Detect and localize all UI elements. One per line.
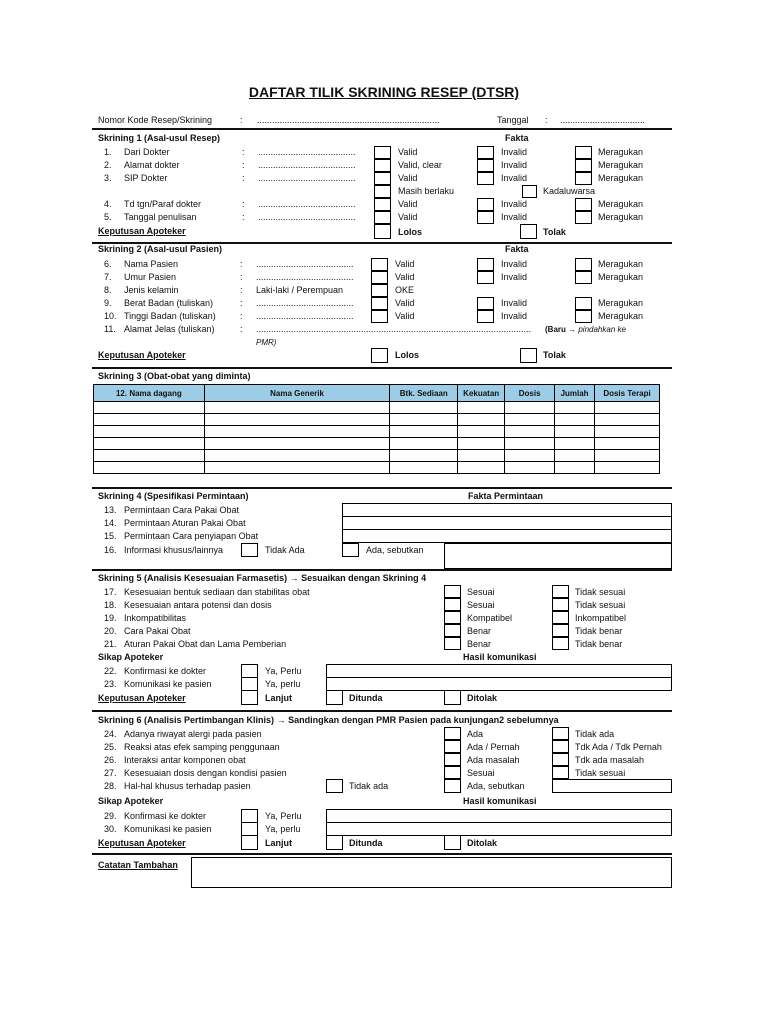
- row-label: Aturan Pakai Obat dan Lama Pemberian: [124, 639, 287, 649]
- opt-ada-sebutkan: Ada, sebutkan: [467, 781, 525, 791]
- checkbox-ada[interactable]: [342, 543, 359, 557]
- checkbox-lolos[interactable]: [374, 224, 391, 239]
- row-num: 17.: [104, 587, 117, 597]
- opt-ada-sebutkan: Ada, sebutkan: [366, 545, 424, 555]
- s6-heading: [98, 715, 559, 726]
- tanggal-label: Tanggal: [497, 115, 529, 125]
- checkbox-tidak-ada[interactable]: [326, 779, 343, 793]
- row-field[interactable]: .......................................: [256, 298, 354, 308]
- opt1: Benar: [467, 639, 492, 649]
- opt-meragukan: Meragukan: [598, 272, 644, 282]
- checkbox-opt1[interactable]: [444, 740, 461, 753]
- checkbox-opt1[interactable]: [444, 766, 461, 779]
- row-field[interactable]: .......................................: [256, 311, 354, 321]
- row-field[interactable]: .......................................: [258, 147, 356, 157]
- row-num: 6.: [104, 259, 112, 269]
- row-label: Berat Badan (tuliskan): [124, 298, 214, 308]
- opt2: Tdk ada masalah: [575, 755, 645, 765]
- row-num: 28.: [104, 781, 117, 791]
- opt-meragukan: Meragukan: [598, 311, 644, 321]
- row-label: SIP Dokter: [124, 173, 168, 183]
- s6-heading-tail: Sandingkan dengan PMR Pasien pada kunjungan2 sebelumnya: [288, 715, 559, 725]
- s4-heading: Skrining 4 (Spesifikasi Permintaan): [98, 491, 249, 501]
- divider: [92, 710, 672, 712]
- checkbox-invalid[interactable]: [477, 211, 494, 224]
- opt-kadaluwarsa: Kadaluwarsa: [543, 186, 596, 196]
- s5-heading: [98, 573, 426, 584]
- s6-keputusan: Keputusan Apoteker: [98, 838, 186, 848]
- s6-sikap: Sikap Apoteker: [98, 796, 164, 806]
- row-num: 14.: [104, 518, 117, 528]
- checkbox-ditunda[interactable]: [326, 835, 343, 850]
- opt-meragukan: Meragukan: [598, 298, 644, 308]
- row-label: Cara Pakai Obat: [124, 626, 191, 636]
- row-label: Informasi khusus/lainnya: [124, 545, 224, 555]
- row-label: Komunikasi ke pasien: [124, 679, 212, 689]
- opt2: Tidak benar: [575, 626, 623, 636]
- checkbox-meragukan[interactable]: [575, 172, 592, 185]
- fakta-field-13[interactable]: [342, 503, 672, 517]
- checkbox-valid[interactable]: [374, 211, 391, 224]
- checkbox-opt1[interactable]: [444, 611, 461, 624]
- row-field[interactable]: .......................................: [256, 259, 354, 269]
- opt1: Sesuai: [467, 768, 495, 778]
- row-num: 18.: [104, 600, 117, 610]
- checkbox-tolak[interactable]: [520, 224, 537, 239]
- opt1: Sesuai: [467, 587, 495, 597]
- row-label: Kesesuaian antara potensi dan dosis: [124, 600, 272, 610]
- opt2: Inkompatibel: [575, 613, 627, 623]
- opt-tidak-ada: Tidak ada: [349, 781, 389, 791]
- row-num: 19.: [104, 613, 117, 623]
- opt-meragukan: Meragukan: [598, 160, 644, 170]
- opt2: Tidak benar: [575, 639, 623, 649]
- row-label: Alamat Jelas (tuliskan): [124, 324, 215, 334]
- checkbox-opt1[interactable]: [444, 637, 461, 650]
- divider: [92, 487, 672, 489]
- checkbox-tidak-ada[interactable]: [241, 543, 258, 557]
- checkbox-opt2[interactable]: [552, 585, 569, 598]
- checkbox-opt1[interactable]: [444, 598, 461, 611]
- table-row[interactable]: [94, 414, 660, 426]
- hasil-field-23[interactable]: [326, 677, 672, 691]
- checkbox-ya-perlu[interactable]: [241, 809, 258, 823]
- col-jumlah: Jumlah: [555, 385, 595, 402]
- s6-hasil: Hasil komunikasi: [463, 796, 537, 806]
- opt-ya-perlu: Ya, perlu: [265, 824, 301, 834]
- row-label: Konfirmasi ke dokter: [124, 811, 207, 821]
- s1-fakta: Fakta: [505, 133, 529, 143]
- row-label: Reaksi atas efek samping penggunaan: [124, 742, 280, 752]
- table-header: [94, 385, 660, 402]
- opt-meragukan: Meragukan: [598, 212, 644, 222]
- row-label: Interaksi antar komponen obat: [124, 755, 246, 765]
- row-label: Permintaan Aturan Pakai Obat: [124, 518, 246, 528]
- checkbox-opt2[interactable]: [552, 766, 569, 779]
- checkbox-valid[interactable]: [374, 172, 391, 185]
- s5-keputusan: Keputusan Apoteker: [98, 693, 186, 703]
- checkbox-valid[interactable]: [371, 258, 388, 271]
- row-num: 16.: [104, 545, 117, 555]
- row-num: 4.: [104, 199, 112, 209]
- checkbox-opt2[interactable]: [552, 753, 569, 766]
- row-num: 2.: [104, 160, 112, 170]
- fakta-field-15[interactable]: [342, 529, 672, 543]
- nomor-label: Nomor Kode Resep/Skrining: [98, 115, 213, 125]
- checkbox-valid[interactable]: [374, 146, 391, 159]
- checkbox-invalid[interactable]: [477, 146, 494, 159]
- opt-ya-perlu: Ya, Perlu: [265, 666, 302, 676]
- checkbox-invalid[interactable]: [477, 258, 494, 271]
- row-label: Kesesuaian dosis dengan kondisi pasien: [124, 768, 287, 778]
- row-label: Kesesuaian bentuk sediaan dan stabilitas obat: [124, 587, 310, 597]
- checkbox-meragukan[interactable]: [575, 297, 592, 310]
- opt-ditunda: Ditunda: [349, 838, 383, 848]
- row-num: 13.: [104, 505, 117, 515]
- hasil-field-22[interactable]: [326, 664, 672, 678]
- baru-text: (Baru: [545, 325, 566, 334]
- opt-valid: Valid: [395, 259, 415, 269]
- divider: [92, 128, 672, 130]
- row-num: 15.: [104, 531, 117, 541]
- col-nama-dagang: 12. Nama dagang: [94, 385, 205, 402]
- checkbox-ada[interactable]: [444, 779, 461, 793]
- row-num: 11.: [104, 324, 116, 334]
- opt-invalid: Invalid: [501, 311, 528, 321]
- nomor-field[interactable]: .........................................................................: [257, 115, 440, 125]
- col-dosis: Dosis: [505, 385, 555, 402]
- opt-invalid: Invalid: [501, 147, 528, 157]
- opt-valid: Valid: [398, 212, 418, 222]
- opt-tidak-ada: Tidak Ada: [265, 545, 305, 555]
- checkbox-meragukan[interactable]: [575, 211, 592, 224]
- checkbox-kadaluwarsa[interactable]: [522, 185, 537, 198]
- checkbox-invalid[interactable]: [477, 271, 494, 284]
- s5-heading-text: Skrining 5 (Analisis Kesesuaian Farmasetis): [98, 573, 288, 583]
- checkbox-ya-perlu[interactable]: [241, 664, 258, 678]
- s2-keputusan: Keputusan Apoteker: [98, 350, 186, 360]
- opt2: Tdk Ada / Tdk Pernah: [575, 742, 662, 752]
- row-label: Nama Pasien: [124, 259, 179, 269]
- row-num: 25.: [104, 742, 117, 752]
- row-num: 24.: [104, 729, 117, 739]
- opt-meragukan: Meragukan: [598, 259, 644, 269]
- colon: :: [242, 147, 245, 157]
- baru-note: [545, 324, 626, 335]
- opt-invalid: Invalid: [501, 173, 528, 183]
- opt-meragukan: Meragukan: [598, 147, 644, 157]
- row-num: 27.: [104, 768, 117, 778]
- informasi-field[interactable]: [444, 543, 672, 569]
- s5-hasil: Hasil komunikasi: [463, 652, 537, 662]
- checkbox-opt2[interactable]: [552, 740, 569, 753]
- colon: :: [242, 212, 245, 222]
- opt2: Tidak sesuai: [575, 768, 626, 778]
- checkbox-lanjut[interactable]: [241, 690, 258, 705]
- address-field[interactable]: ..............................................................................................................: [256, 324, 532, 334]
- opt-valid: Valid, clear: [398, 160, 442, 170]
- tanggal-colon: :: [545, 115, 548, 125]
- col-btk-sediaan: Btk. Sediaan: [390, 385, 458, 402]
- s2-heading: Skrining 2 (Asal-usul Pasien): [98, 244, 223, 254]
- opt-lolos: Lolos: [395, 350, 419, 360]
- opt-lanjut: Lanjut: [265, 693, 292, 703]
- row-label: Tinggi Badan (tuliskan): [124, 311, 216, 321]
- opt-invalid: Invalid: [501, 298, 528, 308]
- opt1: Benar: [467, 626, 492, 636]
- row-label: Permintaan Cara penyiapan Obat: [124, 531, 259, 541]
- opt1: Ada / Pernah: [467, 742, 520, 752]
- checkbox-opt2[interactable]: [552, 727, 569, 740]
- row-field[interactable]: .......................................: [258, 212, 356, 222]
- s5-sikap: Sikap Apoteker: [98, 652, 164, 662]
- row-num: 29.: [104, 811, 117, 821]
- colon: :: [240, 298, 243, 308]
- opt-invalid: Invalid: [501, 212, 528, 222]
- divider: [92, 853, 672, 855]
- page-title: DAFTAR TILIK SKRINING RESEP (DTSR): [248, 84, 520, 100]
- checkbox-opt1[interactable]: [444, 624, 461, 637]
- checkbox-meragukan[interactable]: [575, 198, 592, 211]
- catatan-field[interactable]: [191, 857, 672, 888]
- s2-fakta: Fakta: [505, 244, 529, 254]
- checkbox-ya-perlu[interactable]: [241, 677, 258, 691]
- opt2: Tidak sesuai: [575, 587, 626, 597]
- row-label: Konfirmasi ke dokter: [124, 666, 207, 676]
- checkbox-opt1[interactable]: [444, 585, 461, 598]
- checkbox-ditolak[interactable]: [444, 835, 461, 850]
- arrow-icon: →: [568, 325, 577, 334]
- checkbox-opt2[interactable]: [552, 598, 569, 611]
- hasil-field-29[interactable]: [326, 809, 672, 823]
- row-label: Hal-hal khusus terhadap pasien: [124, 781, 251, 791]
- table-row[interactable]: [94, 462, 660, 474]
- checkbox-opt2[interactable]: [552, 637, 569, 650]
- table-row[interactable]: [94, 438, 660, 450]
- checkbox-ditunda[interactable]: [326, 690, 343, 705]
- pindah-text: pindahkan ke: [578, 325, 626, 334]
- row-label: Dari Dokter: [124, 147, 170, 157]
- table-row[interactable]: [94, 450, 660, 462]
- col-dosis-terapi: Dosis Terapi: [595, 385, 660, 402]
- opt2: Tidak ada: [575, 729, 615, 739]
- opt-masih-berlaku: Masih berlaku: [398, 186, 455, 196]
- row-num: 23.: [104, 679, 117, 689]
- row-label: Inkompatibilitas: [124, 613, 187, 623]
- opt-invalid: Invalid: [501, 199, 528, 209]
- checkbox-invalid[interactable]: [477, 172, 494, 185]
- arrow-icon: →: [289, 573, 299, 583]
- row-num: 8.: [104, 285, 112, 295]
- opt-valid: Valid: [398, 173, 418, 183]
- opt-ditolak: Ditolak: [467, 838, 498, 848]
- checkbox-opt2[interactable]: [552, 624, 569, 637]
- colon: :: [242, 160, 245, 170]
- row-num: 26.: [104, 755, 117, 765]
- opt-invalid: Invalid: [501, 272, 528, 282]
- divider: [92, 367, 672, 369]
- s6-heading-text: Skrining 6 (Analisis Pertimbangan Klinis): [98, 715, 275, 725]
- row-num: 10.: [104, 311, 117, 321]
- opt-lanjut: Lanjut: [265, 838, 292, 848]
- checkbox-meragukan[interactable]: [575, 258, 592, 271]
- colon: :: [240, 285, 243, 295]
- colon: :: [240, 259, 243, 269]
- row-field[interactable]: .......................................: [258, 173, 356, 183]
- divider: [92, 569, 672, 571]
- opt2: Tidak sesuai: [575, 600, 626, 610]
- row-label: Adanya riwayat alergi pada pasien: [124, 729, 262, 739]
- opt1: Ada masalah: [467, 755, 520, 765]
- colon: :: [242, 173, 245, 183]
- row-num: 3.: [104, 173, 112, 183]
- opt-valid: Valid: [395, 311, 415, 321]
- col-nama-generik: Nama Generik: [204, 385, 390, 402]
- col-kekuatan: Kekuatan: [458, 385, 505, 402]
- opt-meragukan: Meragukan: [598, 199, 644, 209]
- hasil-field-30[interactable]: [326, 822, 672, 836]
- fakta-field-14[interactable]: [342, 516, 672, 530]
- opt-valid: Valid: [398, 147, 418, 157]
- checkbox-invalid[interactable]: [477, 310, 494, 323]
- checkbox-valid[interactable]: [371, 310, 388, 323]
- row-num: 22.: [104, 666, 117, 676]
- row-label: Umur Pasien: [124, 272, 177, 282]
- opt-valid: Valid: [395, 298, 415, 308]
- row-label: Jenis kelamin: [124, 285, 179, 295]
- nomor-colon: :: [240, 115, 243, 125]
- row-label: Komunikasi ke pasien: [124, 824, 212, 834]
- tanggal-field[interactable]: ..................................: [560, 115, 646, 125]
- opt-ditolak: Ditolak: [467, 693, 498, 703]
- opt-tolak: Tolak: [543, 227, 566, 237]
- colon: :: [242, 199, 245, 209]
- checkbox-masih-berlaku[interactable]: [374, 185, 391, 198]
- arrow-icon: →: [276, 715, 286, 725]
- s4-fakta: Fakta Permintaan: [468, 491, 544, 501]
- opt1: Ada: [467, 729, 484, 739]
- colon: :: [240, 324, 243, 334]
- checkbox-valid[interactable]: [371, 297, 388, 310]
- drug-table: [93, 384, 660, 474]
- opt-invalid: Invalid: [501, 160, 528, 170]
- opt-oke: OKE: [395, 285, 415, 295]
- s1-heading: Skrining 1 (Asal-usul Resep): [98, 133, 221, 143]
- row-label: Alamat dokter: [124, 160, 180, 170]
- checkbox-meragukan[interactable]: [575, 146, 592, 159]
- checkbox-valid[interactable]: [374, 159, 391, 172]
- row-num: 30.: [104, 824, 117, 834]
- table-row[interactable]: [94, 426, 660, 438]
- row-field[interactable]: .......................................: [258, 160, 356, 170]
- checkbox-oke[interactable]: [371, 284, 388, 297]
- row-label: Tanggal penulisan: [124, 212, 197, 222]
- opt1: Kompatibel: [467, 613, 513, 623]
- checkbox-opt1[interactable]: [444, 753, 461, 766]
- checkbox-ya-perlu[interactable]: [241, 822, 258, 836]
- checkbox-lolos[interactable]: [371, 348, 388, 363]
- checkbox-invalid[interactable]: [477, 297, 494, 310]
- row-num: 1.: [104, 147, 112, 157]
- checkbox-valid[interactable]: [374, 198, 391, 211]
- ada-sebutkan-field[interactable]: [552, 779, 672, 793]
- row-num: 9.: [104, 298, 112, 308]
- pmr-text: PMR): [256, 338, 277, 347]
- checkbox-invalid[interactable]: [477, 159, 494, 172]
- opt-ya-perlu: Ya, Perlu: [265, 811, 302, 821]
- opt1: Sesuai: [467, 600, 495, 610]
- opt-ditunda: Ditunda: [349, 693, 383, 703]
- row-num: 5.: [104, 212, 112, 222]
- checkbox-opt2[interactable]: [552, 611, 569, 624]
- checkbox-lanjut[interactable]: [241, 835, 258, 850]
- opt-ya-perlu: Ya, perlu: [265, 679, 301, 689]
- row-num: 21.: [104, 639, 117, 649]
- colon: :: [240, 272, 243, 282]
- row-num: 20.: [104, 626, 117, 636]
- checkbox-opt1[interactable]: [444, 727, 461, 740]
- checkbox-ditolak[interactable]: [444, 690, 461, 705]
- opt-lolos: Lolos: [398, 227, 422, 237]
- s1-keputusan: Keputusan Apoteker: [98, 226, 186, 236]
- checkbox-meragukan[interactable]: [575, 271, 592, 284]
- opt-meragukan: Meragukan: [598, 173, 644, 183]
- opt-valid: Valid: [395, 272, 415, 282]
- checkbox-tolak[interactable]: [520, 348, 537, 363]
- colon: :: [240, 311, 243, 321]
- row-num: 7.: [104, 272, 112, 282]
- checkbox-invalid[interactable]: [477, 198, 494, 211]
- opt-tolak: Tolak: [543, 350, 566, 360]
- opt-valid: Valid: [398, 199, 418, 209]
- checkbox-valid[interactable]: [371, 271, 388, 284]
- s5-heading-tail: Sesuaikan dengan Skrining 4: [301, 573, 427, 583]
- row-label: Permintaan Cara Pakai Obat: [124, 505, 240, 515]
- row-field[interactable]: .......................................: [256, 272, 354, 282]
- table-row[interactable]: [94, 402, 660, 414]
- row-field[interactable]: Laki-laki / Perempuan: [256, 285, 344, 295]
- catatan-label: Catatan Tambahan: [98, 860, 178, 870]
- checkbox-meragukan[interactable]: [575, 310, 592, 323]
- checkbox-meragukan[interactable]: [575, 159, 592, 172]
- row-field[interactable]: .......................................: [258, 199, 356, 209]
- opt-invalid: Invalid: [501, 259, 528, 269]
- s3-heading: Skrining 3 (Obat-obat yang diminta): [98, 371, 251, 381]
- row-label: Td tgn/Paraf dokter: [124, 199, 202, 209]
